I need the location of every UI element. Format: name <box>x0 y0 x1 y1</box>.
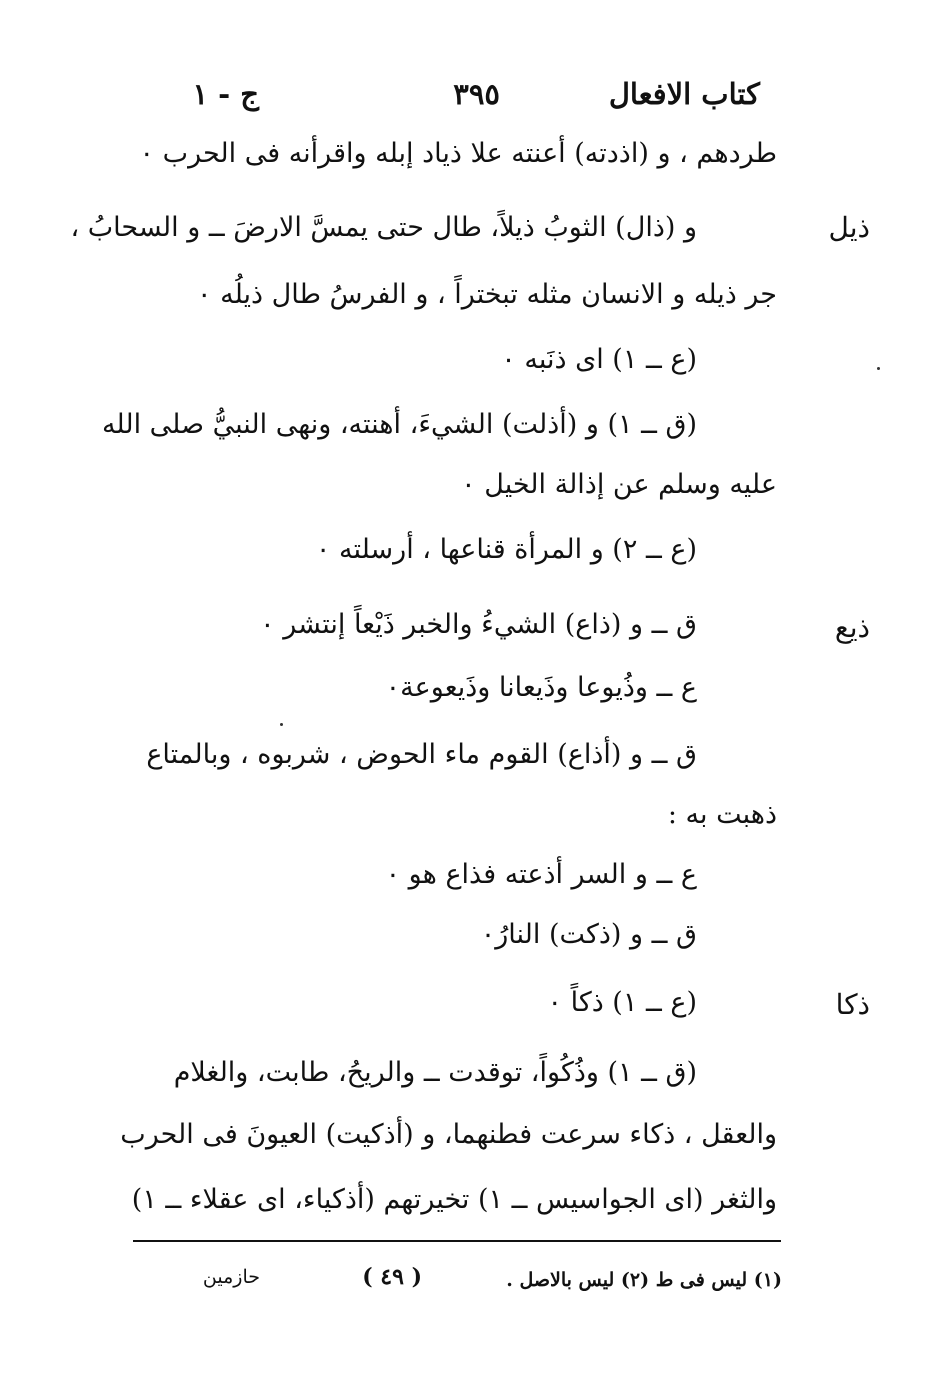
footnote: (١) ليس فى ط (٢) ليس بالاصل . <box>506 1269 782 1291</box>
footnote-rule <box>133 1240 781 1242</box>
text-line: (ع ــ ١) اى ذنَبه ٠ <box>501 344 697 375</box>
text-line: (ق ــ ١) و (أذلت) الشيءَ، أهنته، ونهى النبيُّ صلى الله <box>101 409 697 440</box>
signature-number: ( ٤٩ ) <box>362 1264 422 1290</box>
text-line: ع ــ و السر أذعته فذاع هو ٠ <box>385 859 697 890</box>
text-line: ق ــ و (ذكت) النارُ٠ <box>480 919 697 950</box>
text-line: جر ذيله و الانسان مثله تبختراً ، و الفرسُ طال ذيلُه ٠ <box>197 279 777 310</box>
text-line: (ع ــ ٢) و المرأة قناعها ، أرسلته ٠ <box>315 534 697 565</box>
margin-headword-dhaka: ذكا <box>835 988 870 1021</box>
text-line: والعقل ، ذكاء سرعت فطنهما، و (أذكيت) العيونَ فى الحرب <box>120 1119 777 1150</box>
margin-headword-dhayl: ذيل <box>828 211 870 244</box>
volume-label: ج - ١ <box>192 77 259 111</box>
text-line: (ع ــ ١) ذكاً ٠ <box>547 987 697 1018</box>
margin-headword-dhay: ذيع <box>834 611 870 644</box>
text-line: ذهبت به : <box>667 799 777 830</box>
text-line: ق ــ و (ذاع) الشيءُ والخبر ذَيْعاً إنتشر ٠ <box>260 609 697 640</box>
page-number: ٣٩٥ <box>453 77 500 111</box>
text-line: (ق ــ ١) وذُكُواً، توقدت ــ والريحُ، طابت، والغلام <box>173 1057 697 1088</box>
text-line: والثغر (اى الجواسيس ــ ١) تخيرتهم (أذكياء، اى عقلاء ــ ١) <box>131 1184 777 1215</box>
text-line: عليه وسلم عن إذالة الخيل ٠ <box>461 469 777 500</box>
text-line: و (ذال) الثوبُ ذيلاً، طال حتى يمسَّ الارضَ ــ و السحابُ ، <box>70 212 697 243</box>
text-line: طردهم ، و (اذدته) أعنته علا ذياد إبله واقرأنه فى الحرب ٠ <box>139 138 777 169</box>
scan-speck <box>280 723 283 726</box>
book-title: كتاب الافعال <box>608 77 760 111</box>
publisher-mark: حازمين <box>202 1266 260 1288</box>
scan-speck <box>877 367 880 370</box>
text-line: ق ــ و (أذاع) القوم ماء الحوض ، شربوه ، وبالمتاع <box>146 739 697 770</box>
text-line: ع ــ وذُيوعا وذَيعانا وذَيعوعة٠ <box>385 672 697 703</box>
